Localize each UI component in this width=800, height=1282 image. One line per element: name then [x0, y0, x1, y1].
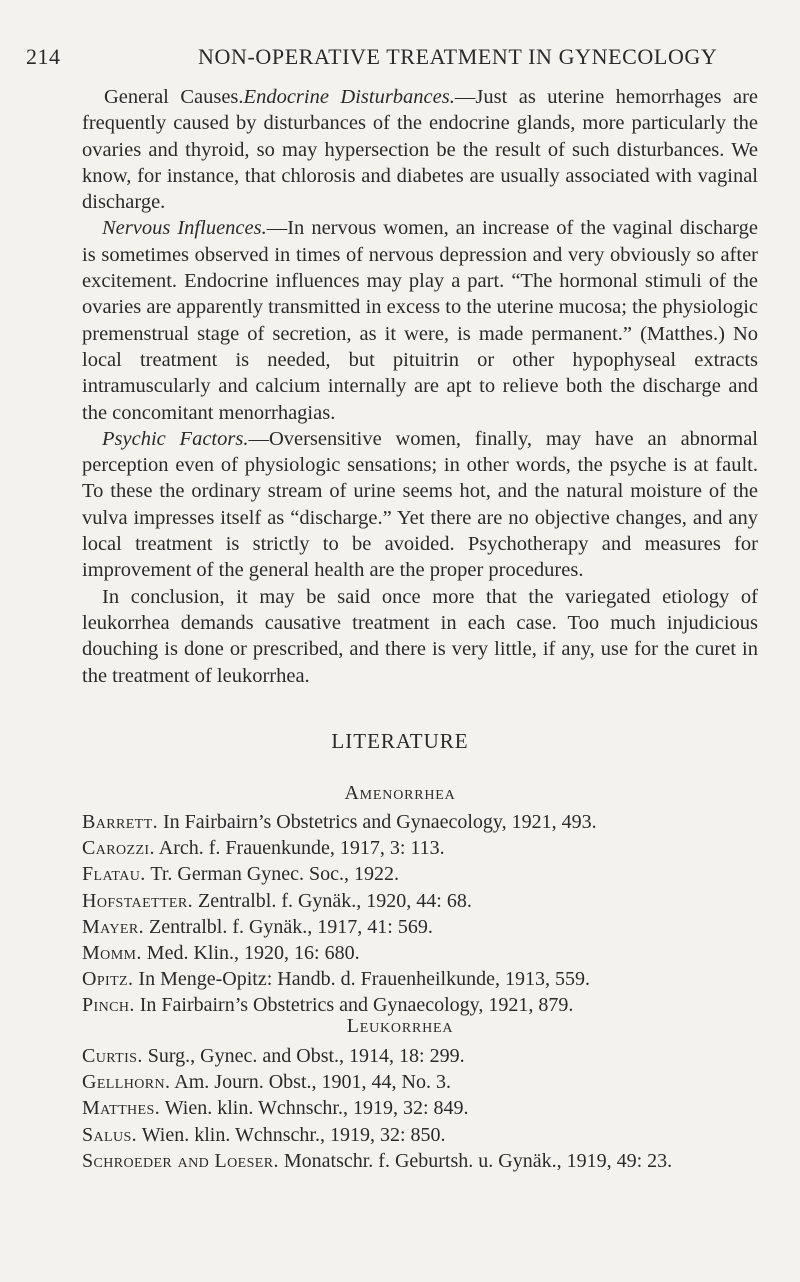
- reference-author: Salus.: [82, 1123, 138, 1146]
- running-head: NON-OPERATIVE TREATMENT IN GYNECOLOGY: [198, 44, 718, 69]
- amenorrhea-references: [82, 809, 772, 1019]
- leukorrhea-references: [82, 1043, 772, 1174]
- reference-item: [82, 940, 772, 966]
- reference-item: [82, 1095, 772, 1121]
- reference-item: [82, 1122, 772, 1148]
- page-header: [26, 44, 776, 74]
- reference-item: [82, 861, 772, 887]
- reference-item: [82, 966, 772, 992]
- reference-author: Carozzi.: [82, 837, 155, 860]
- reference-citation: In Menge-Opitz: Handb. d. Frauenheilkunde, 1913, 559.: [138, 968, 590, 991]
- general-causes-lead: General Causes.: [104, 86, 244, 108]
- reference-citation: Tr. German Gynec. Soc., 1922.: [150, 863, 400, 886]
- nervous-influences-heading: Nervous Influences.: [102, 217, 267, 240]
- literature-heading: LITERATURE: [331, 729, 469, 753]
- reference-citation: Med. Klin., 1920, 16: 680.: [146, 942, 360, 965]
- reference-author: Barrett.: [82, 811, 158, 833]
- amenorrhea-heading: Amenorrhea: [344, 782, 456, 804]
- reference-citation: Wien. klin. Wchnschr., 1919, 32: 849.: [164, 1097, 469, 1120]
- reference-author: Hofstaetter.: [82, 889, 194, 912]
- endocrine-disturbances-text: —Just as uterine hemorrhages are frequently caused by disturbances of the endocrine glands, more particularly the ovaries and thyroid, so may hypersection be the result of such disturbances. We know, for instance, that chlorosis and diabetes are usually associated with vaginal discharge.: [82, 86, 758, 214]
- reference-item: [82, 914, 772, 940]
- reference-author: Opitz.: [82, 968, 134, 991]
- body-text: [82, 84, 758, 689]
- page-number: 214: [26, 44, 61, 69]
- paragraph-nervous-influences: [82, 215, 758, 425]
- reference-item: [82, 1069, 772, 1095]
- reference-item: [82, 1043, 772, 1069]
- reference-citation: Arch. f. Frauenkunde, 1917, 3: 113.: [158, 837, 445, 860]
- reference-author: Mayer.: [82, 915, 145, 938]
- psychic-factors-heading: Psychic Factors.: [102, 427, 249, 450]
- nervous-influences-text: —In nervous women, an increase of the vaginal discharge is sometimes observed in times of nervous depression and very obviously so after excitement. Endocrine influences may play a part. “The hormonal stimuli of the ovaries are apparently transmitted in excess to the uterine mucosa; the physiologic premenstrual stage of secretion, as it were, is made permanent.” (Matthes.) No local treatment is needed, but pituitrin or other hypophyseal extracts intramuscularly and calcium internally are apt to relieve both the discharge and the concomitant menorrhagias.: [82, 217, 758, 424]
- psychic-factors-text: —Oversensitive women, finally, may have an abnormal perception even of physiologic sensations; in other words, the psyche is at fault. To these the ordinary stream of urine seems hot, and the natural moisture of the vulva impresses itself as “discharge.” Yet there are no objective changes, and any local treatment is strictly to be avoided. Psychotherapy and measures for improvement of the general health are the proper procedures.: [82, 427, 759, 582]
- reference-item: [82, 809, 772, 835]
- paragraph-psychic-factors: [82, 426, 758, 584]
- reference-citation: In Fairbairn’s Obstetrics and Gynaecology, 1921, 879.: [139, 994, 574, 1017]
- reference-author: Momm.: [82, 942, 142, 965]
- leukorrhea-heading: Leukorrhea: [346, 1015, 454, 1037]
- reference-citation: Monatschr. f. Geburtsh. u. Gynäk., 1919, 49: 23.: [283, 1149, 673, 1172]
- paragraph-conclusion: [82, 584, 758, 689]
- conclusion-text: In conclusion, it may be said once more that the variegated etiology of leukorrhea demands causative treatment in each case. Too much injudicious douching is done or prescribed, and there is very little, if any, use for the curet in the treatment of leukorrhea.: [82, 585, 758, 687]
- endocrine-disturbances-heading: Endocrine Disturbances.: [243, 86, 455, 108]
- reference-author: Gellhorn.: [82, 1071, 171, 1094]
- reference-author: Schroeder and Loeser.: [82, 1149, 279, 1172]
- reference-item: [82, 888, 772, 914]
- reference-item: [82, 1148, 772, 1174]
- reference-citation: Am. Journ. Obst., 1901, 44, No. 3.: [174, 1071, 451, 1094]
- reference-citation: Zentralbl. f. Gynäk., 1917, 41: 569.: [149, 915, 433, 938]
- reference-author: Flatau.: [82, 863, 146, 886]
- paragraph-general-causes: [82, 84, 758, 215]
- reference-citation: Zentralbl. f. Gynäk., 1920, 44: 68.: [198, 889, 472, 912]
- reference-citation: Wien. klin. Wchnschr., 1919, 32: 850.: [141, 1123, 446, 1146]
- reference-author: Matthes.: [82, 1097, 161, 1120]
- reference-author: Curtis.: [82, 1045, 143, 1067]
- reference-citation: Surg., Gynec. and Obst., 1914, 18: 299.: [147, 1045, 465, 1067]
- reference-author: Pinch.: [82, 994, 135, 1017]
- reference-citation: In Fairbairn’s Obstetrics and Gynaecology, 1921, 493.: [162, 811, 597, 833]
- reference-item: [82, 835, 772, 861]
